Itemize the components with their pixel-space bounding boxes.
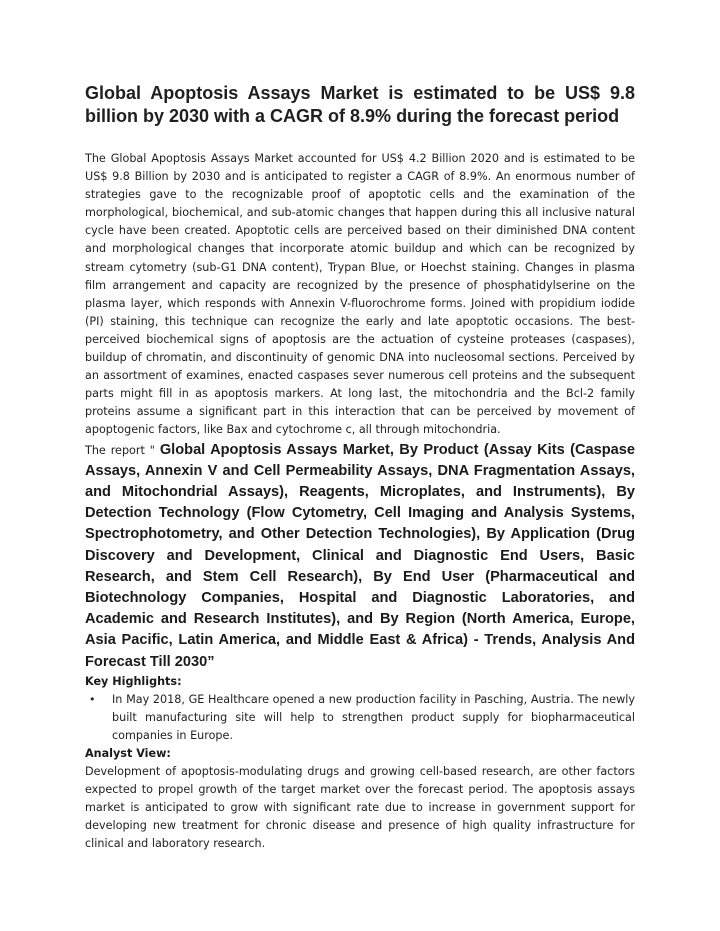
bullet-icon: •: [89, 692, 96, 706]
document-title: Global Apoptosis Assays Market is estimated to be US$ 9.8 billion by 2030 with a CAGR of 8.9% during the forecast period: [85, 83, 635, 126]
analyst-view-heading: Analyst View:: [85, 747, 171, 761]
list-item: [89, 691, 635, 745]
analyst-view-paragraph: Development of apoptosis-modulating drugs and growing cell-based research, are other factors expected to propel growth of the target market over the forecast period. The apoptosis assays market is anticipated to grow with significant rate due to increase in government support for developing new treatment for chronic disease and presence of high quality infrastructure for clinical and laboratory research.: [85, 765, 635, 851]
highlight-text: In May 2018, GE Healthcare opened a new production facility in Pasching, Austria. The newly built manufacturing site will help to strengthen product supply for biopharmaceutical companies in Europe.: [112, 692, 635, 742]
key-highlights-list: [85, 691, 635, 745]
report-paragraph: [85, 440, 635, 673]
report-prefix: The report ": [85, 443, 160, 457]
intro-paragraph: The Global Apoptosis Assays Market accounted for US$ 4.2 Billion 2020 and is estimated to be US$ 9.8 Billion by 2030 and is anticipated to register a CAGR of 8.9%. An enormous number of strategies gave to the recognizable proof of apoptotic cells and the examination of the morphological, biochemical, and sub-atomic changes that happen during this all inclusive natural cycle have been created. Apoptotic cells are perceived based on their diminished DNA content and morphological changes that incorporate atomic buildup and which can be recognized by stream cytometry (sub-G1 DNA content), Trypan Blue, or Hoechst staining. Changes in plasma film arrangement and capacity are recognized by the presence of phosphatidylserine on the plasma layer, which responds with Annexin V-fluorochrome forms. Joined with propidium iodide (PI) staining, this technique can recognize the early and late apoptotic occasions. The best-perceived biochemical signs of apoptosis are the actuation of cysteine proteases (caspases), buildup of chromatin, and discontinuity of genomic DNA into nucleosomal sections. Perceived by an assortment of examines, enacted caspases sever numerous cell proteins and the subsequent parts might fill in as apoptosis markers. At long last, the mitochondria and the Bcl-2 family proteins assume a significant part in this interaction that can be perceived by movement of apoptogenic factors, like Bax and cytochrome c, all through mitochondria.: [85, 152, 635, 437]
document-page: [85, 82, 635, 853]
report-title: Global Apoptosis Assays Market, By Product (Assay Kits (Caspase Assays, Annexin V and Cell Permeability Assays, DNA Fragmentation Assays, and Mitochondrial Assays), Reagents, Microplates, and Instruments), By Detection Technology (Flow Cytometry, Cell Imaging and Analysis Systems, Spectrophotometry, and Other Detection Technologies), By Application (Drug Discovery and Development, Clinical and Diagnostic End Users, Basic Research, and Stem Cell Research), By End User (Pharmaceutical and Biotechnology Companies, Hospital and Diagnostic Laboratories, and Academic and Research Institutes), and By Region (North America, Europe, Asia Pacific, Latin America, and Middle East & Africa) - Trends, Analysis And Forecast Till 2030”: [85, 441, 635, 670]
key-highlights-heading: Key Highlights:: [85, 674, 182, 688]
